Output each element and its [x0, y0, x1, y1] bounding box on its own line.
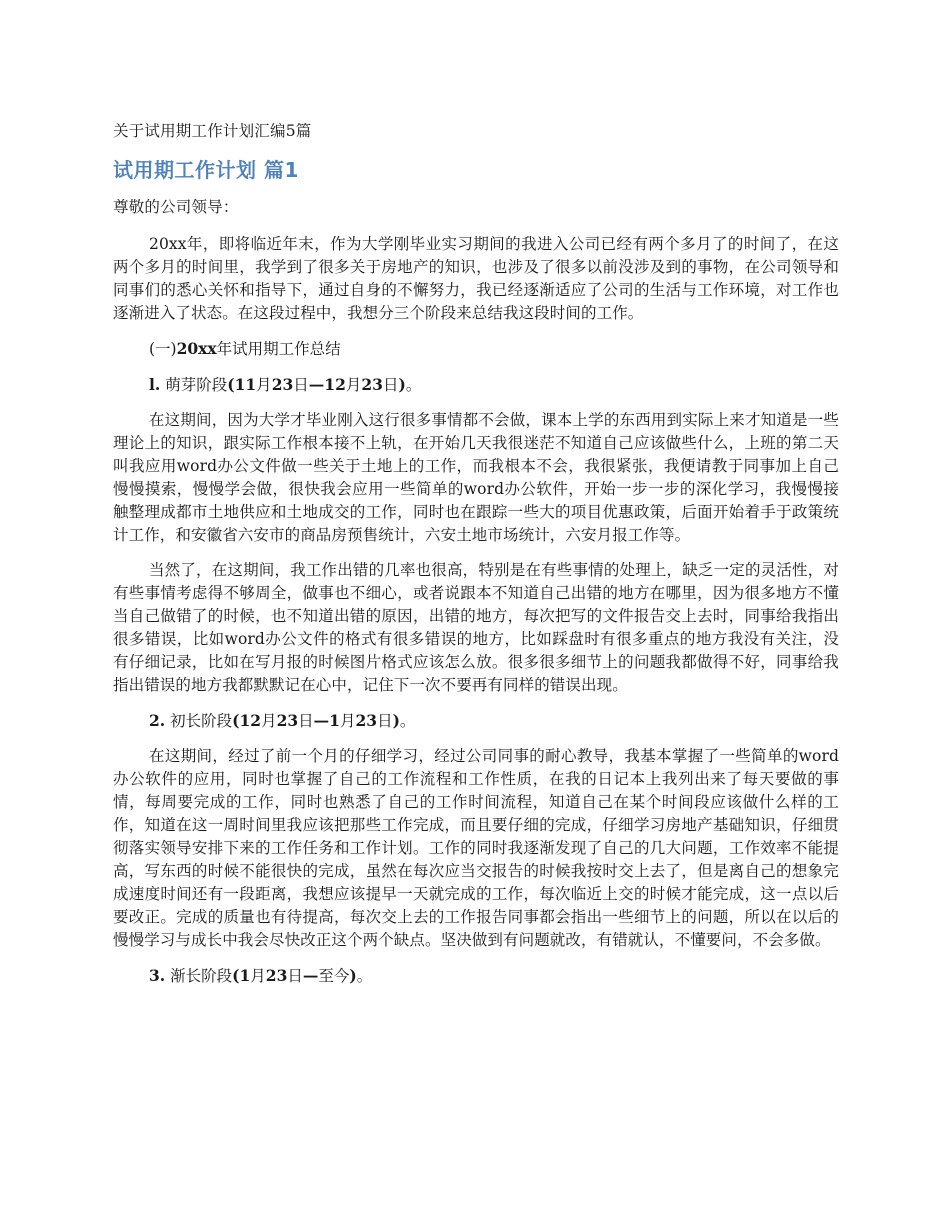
- stage-month-unit: 月: [250, 967, 266, 985]
- stage-paren-close: ): [398, 375, 406, 394]
- stage-dash: —: [302, 966, 319, 985]
- stage-day-a: 23: [276, 711, 299, 730]
- stage-paren-close: ): [349, 966, 357, 985]
- stage-label: 初长阶段: [170, 712, 233, 730]
- stage-2-paragraph: 在这期间，经过了前一个月的仔细学习，经过公司同事的耐心教导，我基本掌握了一些简单的word办公软件的应用，同时也掌握了自己的工作流程和工作性质，在我的日记本上我列出来了每天要做的事情，每周要完成的工作，同时也熟悉了自己的工作时间流程，知道自己在某个时间段应该做什么样的工作，知道在这一周时间里我应该把那些工作完成，而且要仔细的完成，仔细学习房地产基础知识，仔细贯彻落实领导安排下来的工作任务和工作计划。工作的同时我逐渐发现了自己的几大问题，工作效率不能提高，写东西的时候不能很快的完成，虽然在每次应当交报告的时候我按时交上去了，但是离自己的想象完成速度时间还有一段距离，我想应该提早一天就完成的工作，每次临近上交的时候才能完成，这一点以后要改正。完成的质量也有待提高，每次交上去的工作报告同事都会指出一些细节上的问题，所以在以后的慢慢学习与成长中我会尽快改正这个两个缺点。坚决做到有问题就改，有错就认，不懂要问，不会多做。: [113, 747, 839, 949]
- stage-day-b: 23: [361, 375, 383, 394]
- section-year: 20xx: [176, 339, 217, 358]
- stage-1-paragraph-2: 当然了，在这期间，我工作出错的几率也很高，特别是在有些事情的处理上，缺乏一定的灵活性，对有些事情考虑得不够周全，做事也不细心，或者说跟本不知道自己出错的地方在哪里，因为很多地方不懂当自己做错了的时候，也不知道出错的原因，出错的地方，每次把写的文件报告交上去时，同事给我指出很多错误，比如word办公文件的格式有很多错误的地方，比如踩盘时有很多重点的地方我没有关注，没有仔细记录，比如在写月报的时候图片格式应该怎么放。很多很多细节上的问题我都做得不好，同事给我指出错误的地方我都默默记在心中，记住下一次不要再有同样的错误出现。: [113, 561, 839, 694]
- stage-paren-open: (: [232, 711, 240, 730]
- document-title: 关于试用期工作计划汇编5篇: [113, 122, 312, 140]
- stage-2-heading: [113, 709, 839, 733]
- stage-month-a: 11: [234, 375, 257, 394]
- stage-day-unit: 日: [287, 967, 303, 985]
- section-prefix: (一): [149, 340, 177, 358]
- stage-day-unit: 日: [298, 712, 314, 730]
- stage-paren-open: (: [227, 375, 235, 394]
- stage-number: 2.: [149, 711, 166, 730]
- intro-paragraph: 20xx年，即将临近年末，作为大学刚毕业实习期间的我进入公司已经有两个多月了的时间了，在这两个多月的时间里，我学到了很多关于房地产的知识，也涉及了很多以前没涉及到的事物，在公司领导和同事们的悉心关怀和指导下，通过自身的不懈努力，我已经逐渐适应了公司的生活与工作环境，对工作也逐渐进入了状态。在这段过程中，我想分三个阶段来总结我这段时间的工作。: [113, 235, 839, 322]
- stage-1-heading: [113, 373, 839, 397]
- stage-tail: 至今: [318, 967, 350, 985]
- stage-1-paragraph-1: 在这期间，因为大学才毕业刚入这行很多事情都不会做，课本上学的东西用到实际上来才知道是一些理论上的知识，跟实际工作根本接不上轨，在开始几天我很迷茫不知道自己应该做些什么，上班的第二天叫我应用word办公文件做一些关于土地上的工作，而我根本不会，我很紧张，我便请教于同事加上自己慢慢摸索，慢慢学会做，很快我会应用一些简单的word办公软件，开始一步一步的深化学习，我慢慢接触整理成都市土地供应和土地成交的工作，同时也在跟踪一些大的项目优惠政策，后面开始着手于政策统计工作，和安徽省六安市的商品房预售统计，六安土地市场统计，六安月报工作等。: [113, 411, 839, 544]
- stage-number: l.: [149, 375, 161, 394]
- stage-dash: —: [313, 711, 330, 730]
- stage-month-a: 1: [239, 966, 251, 985]
- stage-end: 。: [399, 712, 416, 730]
- section-heading: 试用期工作计划 篇1: [113, 158, 299, 182]
- stage-day-b: 23: [355, 711, 378, 730]
- stage-day-a: 23: [271, 375, 294, 394]
- stage-end: 。: [405, 376, 422, 394]
- stage-day-unit: 日: [382, 376, 399, 394]
- stage-paren-open: (: [232, 966, 240, 985]
- stage-month-unit: 月: [256, 376, 272, 394]
- stage-dash: —: [308, 375, 325, 394]
- section-suffix: 年试用期工作总结: [216, 340, 341, 358]
- stage-label: 萌芽阶段: [165, 376, 228, 394]
- stage-month-a: 12: [239, 711, 262, 730]
- stage-end: 。: [356, 967, 373, 985]
- section-summary-heading: [113, 337, 839, 361]
- stage-paren-close: ): [392, 711, 400, 730]
- stage-day-unit: 日: [377, 712, 393, 730]
- document-page: [113, 120, 839, 1000]
- stage-month-b: 12: [324, 375, 346, 394]
- stage-month-unit: 月: [339, 712, 356, 730]
- stage-day-unit: 日: [293, 376, 309, 394]
- stage-month-b: 1: [329, 711, 340, 730]
- stage-day-a: 23: [265, 966, 288, 985]
- stage-month-unit: 月: [345, 376, 362, 394]
- salutation: 尊敬的公司领导：: [113, 198, 239, 216]
- stage-month-unit: 月: [261, 712, 277, 730]
- stage-label: 渐长阶段: [170, 967, 233, 985]
- stage-number: 3.: [149, 966, 166, 985]
- stage-3-heading: [113, 964, 839, 988]
